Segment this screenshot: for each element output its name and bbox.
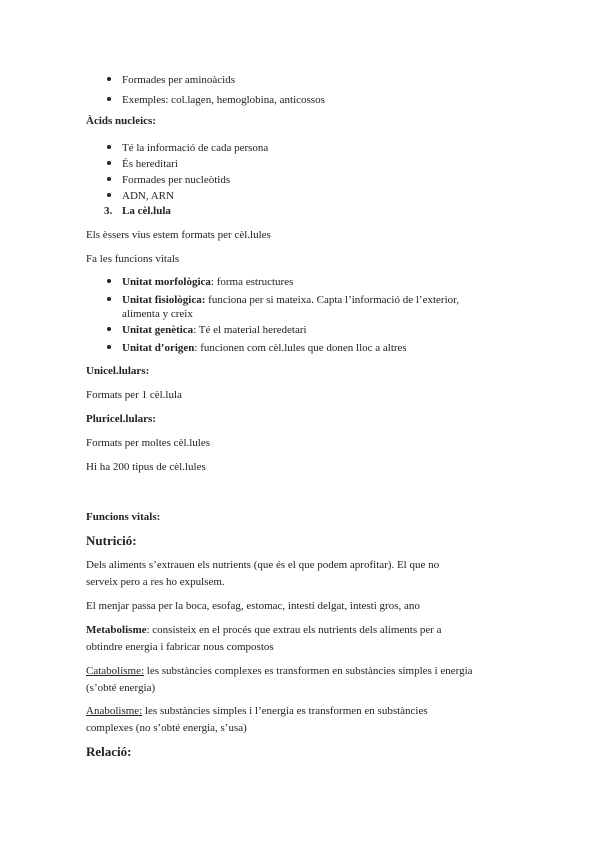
- bullet-icon: [107, 97, 111, 101]
- bullet-icon: [107, 145, 111, 149]
- paragraph-line: Catabolisme: les substàncies complexes es transformen en substàncies simples i energia: [86, 665, 473, 677]
- paragraph: Hi ha 200 tipus de cèl.lules: [86, 461, 206, 473]
- bullet-icon: [107, 193, 111, 197]
- paragraph: El menjar passa per la boca, esofag, estomac, intesti delgat, intesti gros, ano: [86, 600, 420, 612]
- list-item: Formades per nucleòtids: [122, 174, 231, 186]
- paragraph-line: Metabolisme: consisteix en el procés que extrau els nutrients dels aliments per a: [86, 624, 442, 636]
- bullet-icon: [107, 327, 111, 331]
- list-item: És hereditari: [122, 158, 178, 170]
- bullet-icon: [107, 177, 111, 181]
- list-item: Unitat fisiològica: funciona per si mateixa. Capta l’informació de l’exterior,: [122, 294, 460, 306]
- list-item: Té la informació de cada persona: [122, 142, 269, 154]
- bullet-icon: [107, 279, 111, 283]
- bullet-icon: [107, 345, 111, 349]
- paragraph-line: Anabolisme: les substàncies simples i l’energia es transformen en substàncies: [86, 705, 428, 717]
- list-item: Exemples: col.lagen, hemoglobina, anticossos: [122, 94, 325, 106]
- list-item: ADN, ARN: [122, 190, 174, 202]
- section-title: La cèl.lula: [122, 205, 171, 217]
- section-number: 3.: [104, 205, 113, 217]
- section-heading: Pluricel.lulars:: [86, 413, 156, 425]
- bullet-icon: [107, 161, 111, 165]
- paragraph-line: complexes (no s’obté energia, s’usa): [86, 722, 247, 734]
- paragraph-line: (s’obté energia): [86, 682, 156, 694]
- bullet-icon: [107, 297, 111, 301]
- paragraph-line: serveix pero a res ho expulsem.: [86, 576, 225, 588]
- section-heading: Àcids nucleics:: [86, 115, 156, 127]
- list-item: Unitat morfològica: forma estructures: [122, 276, 294, 288]
- paragraph-line: obtindre energia i fabricar nous compostos: [86, 641, 274, 653]
- subsection-heading: Nutrició:: [86, 533, 137, 548]
- bullet-icon: [107, 77, 111, 81]
- section-heading: Unicel.lulars:: [86, 365, 150, 377]
- paragraph: Els èssers vius estem formats per cèl.lules: [86, 229, 271, 241]
- paragraph: Formats per 1 cèl.lula: [86, 389, 182, 401]
- paragraph: Formats per moltes cèl.lules: [86, 437, 211, 449]
- paragraph-line: Dels aliments s’extrauen els nutrients (que és el que podem aprofitar). El que no: [86, 559, 440, 571]
- list-item: Unitat d’origen: funcionen com cèl.lules que donen lloc a altres: [122, 342, 407, 354]
- list-item: Unitat genètica: Té el material heredetari: [122, 324, 307, 336]
- list-item: Formades per aminoàcids: [122, 74, 236, 86]
- section-heading: Funcions vitals:: [86, 511, 161, 523]
- subsection-heading: Relació:: [86, 744, 132, 759]
- paragraph: Fa les funcions vitals: [86, 253, 180, 265]
- list-item-continuation: alimenta y creix: [122, 308, 193, 320]
